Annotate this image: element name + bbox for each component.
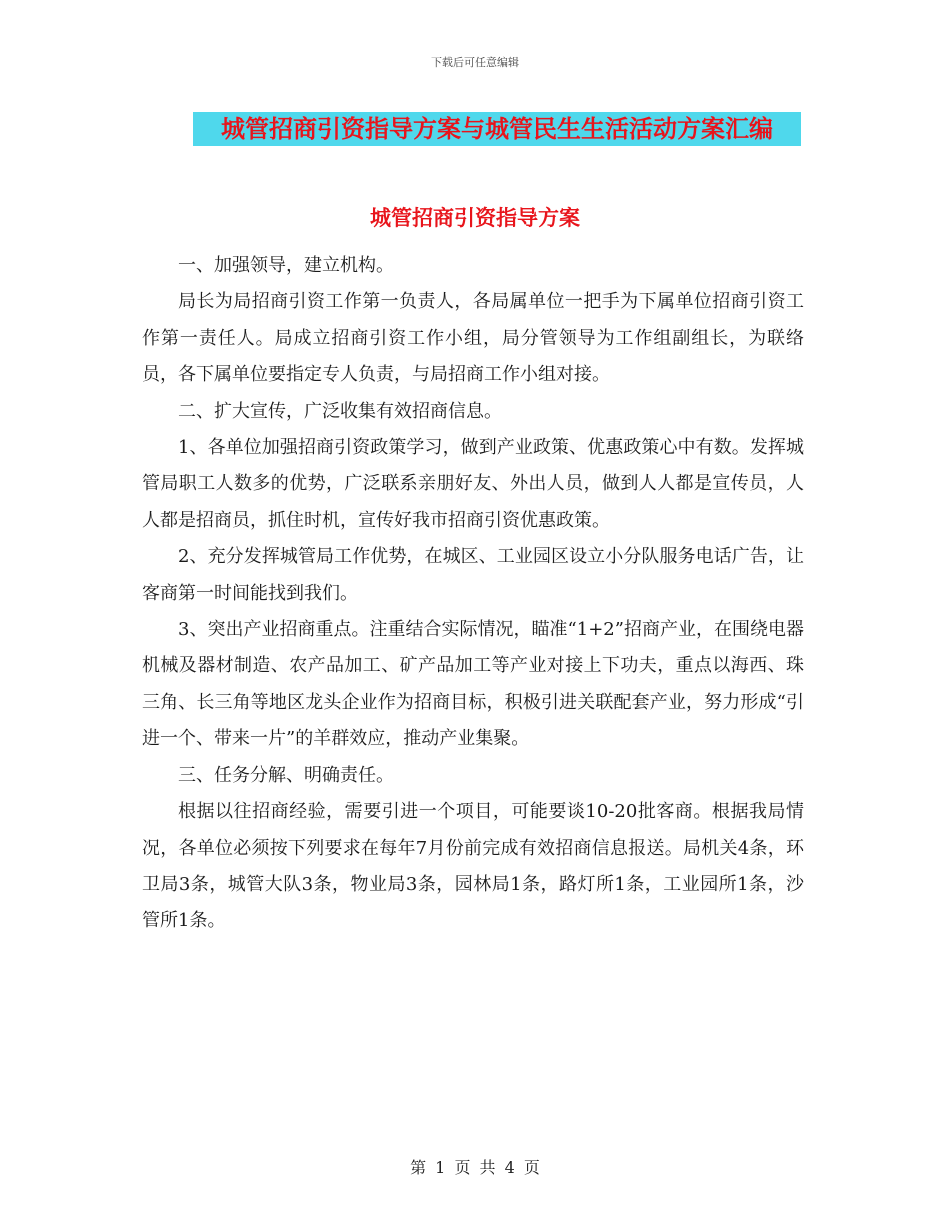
paragraph-service-team: 2、充分发挥城管局工作优势，在城区、工业园区设立小分队服务电话广告，让客商第一时间能找到我们。 — [142, 546, 804, 604]
header-note: 下载后可任意编辑 — [431, 56, 519, 69]
document-body — [142, 248, 804, 940]
heading-publicity: 二、扩大宣传，广泛收集有效招商信息。 — [178, 400, 502, 422]
section-title: 城管招商引资指导方案 — [370, 206, 580, 230]
paragraph-industry-focus: 3、突出产业招商重点。注重结合实际情况，瞄准“1+2”招商产业，在围绕电器机械及器材制造、农产品加工、矿产品加工等产业对接上下功夫，重点以海西、珠三角、长三角等地区龙头企业作为招商目标，积极引进关联配套产业，努力形成“引进一个、带来一片”的羊群效应，推动产业集聚。 — [142, 619, 804, 750]
paragraph-policy-study: 1、各单位加强招商引资政策学习，做到产业政策、优惠政策心中有数。发挥城管局职工人数多的优势，广泛联系亲朋好友、外出人员，做到人人都是宣传员，人人都是招商员，抓住时机，宣传好我市招商引资优惠政策。 — [142, 437, 804, 531]
page-footer: 第 1 页 共 4 页 — [410, 1158, 540, 1177]
document-title: 城管招商引资指导方案与城管民生生活活动方案汇编 — [193, 112, 801, 146]
heading-tasks: 三、任务分解、明确责任。 — [178, 764, 394, 786]
paragraph-tasks: 根据以往招商经验，需要引进一个项目，可能要谈10-20批客商。根据我局情况，各单位必须按下列要求在每年7月份前完成有效招商信息报送。局机关4条，环卫局3条，城管大队3条，物业局3条，园林局1条，路灯所1条，工业园所1条，沙管所1条。 — [142, 801, 804, 932]
paragraph-leadership: 局长为局招商引资工作第一负责人，各局属单位一把手为下属单位招商引资工作第一责任人。局成立招商引资工作小组，局分管领导为工作组副组长，为联络员，各下属单位要指定专人负责，与局招商工作小组对接。 — [142, 291, 804, 386]
heading-leadership: 一、加强领导，建立机构。 — [178, 255, 394, 276]
